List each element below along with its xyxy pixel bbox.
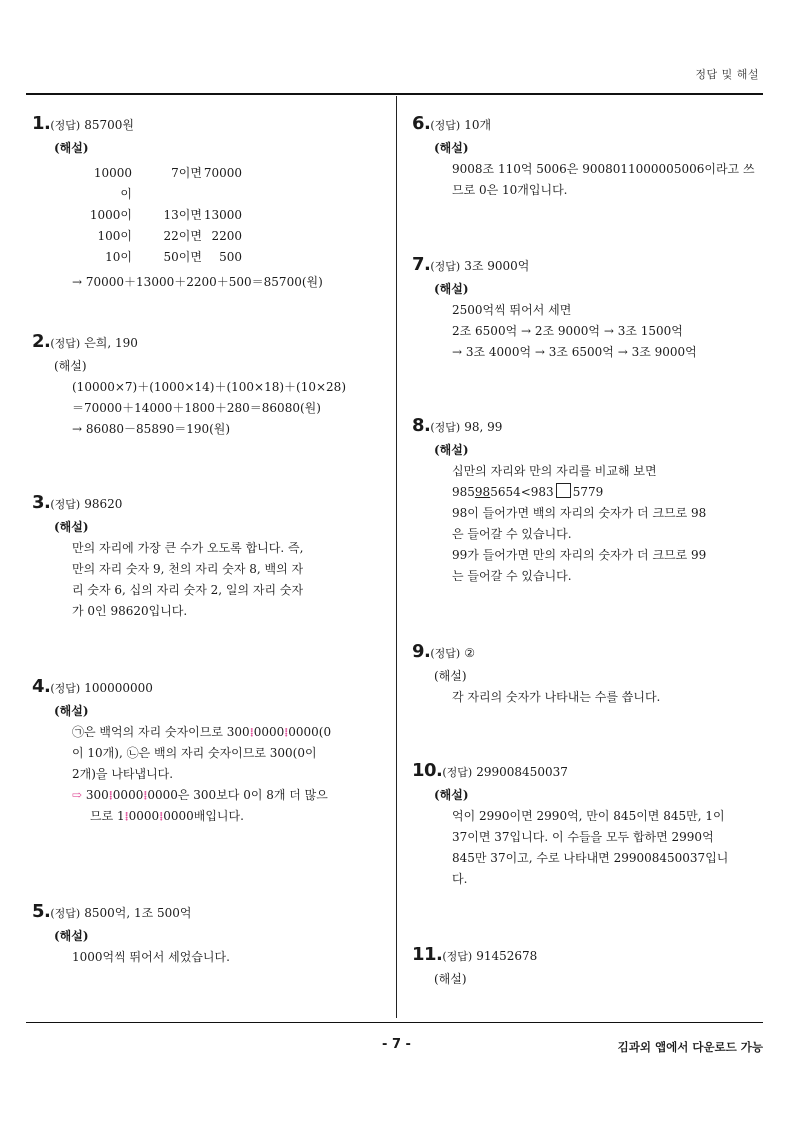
answer: 3조 9000억 [464,259,530,273]
calc-row: 1000이 13이면 13000 [89,208,242,222]
explanation-line: 9008조 110억 5006은 9008011000005006이라고 쓰 [452,162,755,176]
answer: ② [464,646,475,660]
explanation-line: 37이면 37입니다. 이 수들을 모두 합하면 2990억 [452,830,714,844]
answer-label: (정답) [430,119,461,132]
explanation-line: → 86080－85890＝190(원) [72,422,231,436]
explanation-line: 이 10개), ㉡은 백의 자리 숫자이므로 300(0이 [72,746,317,760]
answer-label: (정답) [430,260,461,273]
explanation-line: 므로 0은 10개입니다. [452,183,568,197]
explanation-line: (10000×7)＋(1000×14)＋(100×18)＋(10×28) [72,380,347,394]
question-number: 4. [32,676,51,697]
question-number: 8. [412,415,431,436]
question-10 [412,760,728,890]
question-9 [412,641,660,708]
explanation-label: (해설) [54,141,89,155]
explanation-line: 만의 자리에 가장 큰 수가 오도록 합니다. 즉, [72,541,304,555]
question-2 [32,331,346,440]
explanation-line: ㉠은 백억의 자리 숫자이므로 300⁞0000⁞0000(0 [72,725,332,739]
question-number: 2. [32,331,51,352]
footer-rule [26,1022,763,1023]
question-3 [32,492,303,622]
question-number: 7. [412,254,431,275]
blank-box [556,483,571,498]
explanation-line: 2개)을 나타냅니다. [72,767,174,781]
explanation-label: (해설) [54,929,89,943]
answer: 98, 99 [464,420,503,434]
calc-row: 100이 22이면 2200 [97,229,242,243]
explanation-line: 2조 6500억 → 2조 9000억 → 3조 1500억 [452,324,683,338]
explanation-line: 는 들어갈 수 있습니다. [452,569,572,583]
explanation-line: 만의 자리 숫자 9, 천의 자리 숫자 8, 백의 자 [72,562,304,576]
calc-table [86,163,323,268]
explanation-line: → 3조 4000억 → 3조 6500억 → 3조 9000억 [452,345,697,359]
answer: 10개 [464,118,492,132]
answer-label: (정답) [430,421,461,434]
answer-label: (정답) [430,647,461,660]
explanation-line: 리 숫자 6, 십의 자리 숫자 2, 일의 자리 숫자 [72,583,304,597]
question-7 [412,254,697,363]
question-1 [32,113,323,293]
answer-label: (정답) [50,682,81,695]
answer: 91452678 [476,949,538,963]
explanation-line: ＝70000＋14000＋1800＋280＝86080(원) [72,401,321,415]
answer-label: (정답) [442,766,473,779]
explanation-line: 각 자리의 숫자가 나타내는 수를 씁니다. [452,690,661,704]
explanation-label: (해설) [434,788,469,802]
question-number: 3. [32,492,51,513]
answer-label: (정답) [50,337,81,350]
explanation-label: (해설) [434,669,467,683]
explanation-line: 300⁞0000⁞0000은 300보다 0이 8개 더 많으 [85,788,328,802]
explanation-line: 다. [452,872,468,886]
arrow-icon: ⇨ [72,788,83,802]
explanation-label: (해설) [434,141,469,155]
answer: 85700원 [84,118,134,132]
page-number: - 7 - [382,1037,411,1052]
question-number: 10. [412,760,443,781]
explanation-line: 98이 들어가면 백의 자리의 숫자가 더 크므로 98 [452,506,707,520]
explanation-line: 99가 들어가면 만의 자리의 숫자가 더 크므로 99 [452,548,707,562]
calc-row: 10이 50이면 500 [105,250,242,264]
explanation-label: (해설) [54,359,87,373]
question-6 [412,113,755,201]
explanation-line: 므로 1⁞0000⁞0000배입니다. [90,809,244,823]
answer: 299008450037 [476,765,568,779]
question-4 [32,676,331,827]
answer-label: (정답) [50,119,81,132]
answer: 100000000 [84,681,153,695]
answer-label: (정답) [50,498,81,511]
comparison-line: 985985654<983 5779 [452,485,604,499]
explanation-line: 은 들어갈 수 있습니다. [452,527,572,541]
explanation-line: 억이 2990이면 2990억, 만이 845이면 845만, 1이 [452,809,725,823]
answer-label: (정답) [442,950,473,963]
header-rule [26,93,763,95]
explanation-label: (해설) [434,443,469,457]
calc-row: 10000이 7이면 70000 [93,166,242,201]
explanation-label: (해설) [434,282,469,296]
question-number: 6. [412,113,431,134]
question-5 [32,901,230,968]
explanation-label: (해설) [54,704,89,718]
answer-label: (정답) [50,907,81,920]
explanation-line: 십만의 자리와 만의 자리를 비교해 보면 [452,464,657,478]
question-number: 5. [32,901,51,922]
footer-credit: 김과외 앱에서 다운로드 가능 [617,1040,763,1054]
explanation-label: (해설) [434,972,467,986]
question-number: 11. [412,944,443,965]
column-divider [396,96,397,1018]
question-11 [412,944,537,990]
explanation-line: 가 0인 98620입니다. [72,604,188,618]
result-line: → 70000＋13000＋2200＋500＝85700(원) [72,275,323,289]
section-title: 정답 및 해설 [695,68,759,81]
explanation-label: (해설) [54,520,89,534]
question-8 [412,415,706,587]
answer: 98620 [84,497,123,511]
question-number: 9. [412,641,431,662]
question-number: 1. [32,113,51,134]
explanation-line: 1000억씩 뛰어서 세었습니다. [72,950,230,964]
answer: 8500억, 1조 500억 [84,906,192,920]
answer: 은희, 190 [84,336,138,350]
explanation-line: 2500억씩 뛰어서 세면 [452,303,572,317]
explanation-line: 845만 37이고, 수로 나타내면 299008450037입니 [452,851,729,865]
